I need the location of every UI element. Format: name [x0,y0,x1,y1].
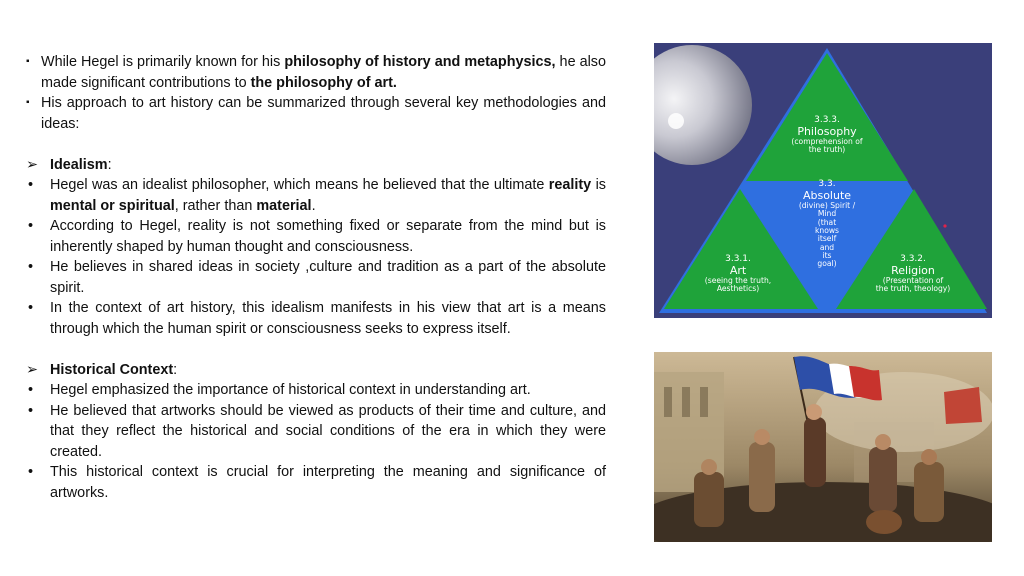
absolute-sub-1: (divine) Spirit / [798,200,856,210]
round-bullet-icon: • [28,218,34,234]
absolute-sub-3: (that [817,217,837,227]
text-run: he also made significant contributions to [41,54,606,91]
text-run: is [591,177,606,193]
section-heading-text: Idealism [50,156,108,173]
section-heading [26,360,606,381]
text-run: This historical context is crucial for interpreting the meaning and significance of artworks. [50,464,606,501]
religion-sub-2: the truth, theology) [875,284,951,294]
bold-text: philosophy of history and metaphysics, [284,54,556,70]
section-heading-text: Historical Context [50,361,174,378]
art-sub-2: Aesthetics) [716,284,760,294]
hegel-absolute-spirit-diagram [654,43,992,318]
round-bullet-icon: • [28,402,34,419]
section-heading-suffix: : [107,156,112,173]
bullet-item [26,257,606,298]
intro-item [26,52,606,93]
text-run: In the context of art history, this idealism manifests in his view that art is a means through which the human spirit or consciousness seeks to express itself. [50,300,606,337]
round-bullet-icon: • [28,177,34,193]
absolute-sub-2: Mind [817,209,837,219]
philosophy-sub-2: the truth) [808,145,846,155]
absolute-sub-7: its [822,251,832,261]
text-run: His approach to art history can be summarized through several key methodologies and ideas: [41,95,606,132]
text-run: Hegel emphasized the importance of historical context in understanding art. [50,382,531,398]
religion-sub-1: (Presentation of [882,275,944,285]
bullet-item [26,462,606,503]
painting-svg [654,352,992,542]
square-bullet-icon: ▪ [26,97,30,108]
philosophy-number: 3.3.3. [814,115,840,125]
moon-sphere-image [654,45,752,165]
absolute-sub-8: goal) [817,259,837,269]
bullet-item [26,380,606,401]
section-heading [26,155,606,176]
absolute-sub-6: and [819,242,835,252]
square-bullet-icon: ▪ [26,56,30,67]
slide-text [26,52,606,503]
bold-text: mental or spiritual [50,197,175,214]
absolute-sub-4: knows [814,226,840,236]
bold-text: the philosophy of art. [250,74,397,91]
religion-number: 3.3.2. [900,254,926,264]
intro-list [26,52,606,134]
text-run: He believes in shared ideas in society ,culture and tradition as a part of the absolute spirit. [50,259,606,296]
absolute-sub-5: itself [817,234,837,244]
intro-item [26,93,606,134]
arrow-bullet-icon: ➢ [26,156,39,173]
text-run: He believed that artworks should be viewed as products of their time and culture, and that they reflect the historical and social conditions of the era in which they were created. [50,402,606,460]
philosophy-title: Philosophy [797,124,857,138]
art-number: 3.3.1. [725,254,751,264]
bullet-item [26,298,606,339]
bullet-item [26,401,606,463]
art-label [688,255,788,294]
round-bullet-icon: • [28,259,34,275]
text-run: . [311,197,316,214]
text-run: Hegel was an idealist philosopher, which means he believed that the ultimate [50,177,549,193]
arrow-bullet-icon: ➢ [26,361,39,378]
sections [26,155,606,504]
text-run: According to Hegel, reality is not something fixed or separate from the mind but is inherently shaped by human thought and consciousness. [50,218,606,255]
section-heading-suffix: : [173,361,178,378]
art-sub-1: (seeing the truth, [704,275,772,285]
religion-title: Religion [891,263,935,277]
philosophy-label [772,116,882,155]
text-run: While Hegel is primarily known for his [41,54,285,70]
religion-label [854,255,972,294]
round-bullet-icon: • [28,300,34,316]
text-run: , rather than [174,197,257,214]
liberty-painting-image [654,352,992,542]
philosophy-sub-1: (comprehension of [791,136,863,146]
absolute-number: 3.3. [818,179,836,189]
bullet-item [26,175,606,216]
bold-text: reality [548,177,592,193]
round-bullet-icon: • [28,464,34,480]
round-bullet-icon: • [28,382,34,398]
bold-text: material [256,197,312,214]
absolute-title: Absolute [802,188,852,202]
bullet-item [26,216,606,257]
art-title: Art [729,263,747,277]
